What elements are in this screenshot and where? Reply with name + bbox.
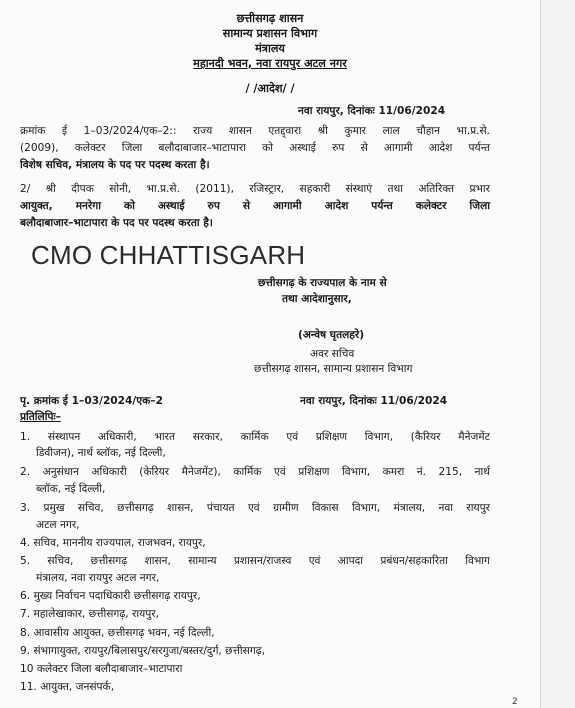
copy-item-4: 4. सचिव, माननीय राज्यपाल, राजभवन, रायपुर,: [20, 537, 206, 549]
header-office: मंत्रालय: [255, 42, 285, 55]
copy-item-8: 8. आवासीय आयुक्त, छत्तीसगढ़ भवन, नई दिल्ली,: [20, 627, 215, 639]
copy-item-1-line1: 1. संस्थापन अधिकारी, भारत सरकार, कार्मिक एवं प्रशिक्षण विभाग, (कैरियर मैनेजमेंट: [20, 431, 490, 443]
header-govt: छत्तीसगढ़ शासन: [236, 12, 304, 25]
order-para2-line1: 2/ श्री दीपक सोनी, भा.प्र.से. (2011), रजिस्ट्रार, सहकारी संस्थाएं तथा अतिरिक्त प्रभार: [20, 183, 490, 195]
copy-item-9: 9. संभागायुक्त, रायपुर/बिलासपुर/सरगुजा/बस्तर/दुर्ग, छत्तीसगढ़,: [20, 645, 266, 657]
order-para2-line2: आयुक्त, मनरेगा को अस्थाई रुप से आगामी आदेश पर्यन्त कलेक्टर जिला: [20, 200, 490, 212]
copy-item-11: 11. आयुक्त, जनसंपर्क,: [20, 681, 115, 693]
order-para2-line3: बलौदाबाजार–भाटापारा के पद पर पदस्थ करता है।: [20, 217, 213, 229]
copy-item-5-line2: मंत्रालय, नवा रायपुर अटल नगर,: [36, 572, 160, 584]
order-para1-line3: विशेष सचिव, मंत्रालय के पद पर पदस्थ करता है।: [20, 159, 210, 171]
page-number: 2: [512, 697, 518, 707]
signature-line2: तथा आदेशानुसार,: [282, 293, 352, 305]
copy-item-10: 10 कलेक्टर जिला बलौदाबाजार–भाटापारा: [20, 663, 183, 675]
order-para1-line2: (2009), कलेक्टर जिला बलौदाबाजार–भाटापारा को अस्थाई रुप से आगामी आदेश पर्यन्त: [20, 142, 490, 154]
header-department: सामान्य प्रशासन विभाग: [222, 27, 318, 40]
copy-item-7: 7. महालेखाकार, छत्तीसगढ़, रायपुर,: [20, 608, 159, 620]
order-date: नवा रायपुर, दिनांकः 11/06/2024: [298, 105, 446, 117]
signatory-department: छत्तीसगढ़ शासन, सामान्य प्रशासन विभाग: [254, 363, 413, 375]
copy-to-label: प्रतिलिपिः–: [20, 411, 61, 423]
viewer-side-panel: [540, 0, 575, 708]
copy-item-1-line2: डिवीजन), नार्थ ब्लॉक, नई दिल्ली,: [36, 447, 166, 459]
signature-line1: छत्तीसगढ़ के राज्यपाल के नाम से: [258, 277, 387, 289]
copy-item-6: 6. मुख्य निर्वाचन पदाधिकारी छत्तीसगढ़ रायपुर,: [20, 590, 201, 602]
copy-item-3-line2: अटल नगर,: [36, 519, 80, 531]
header-address: महानदी भवन, नवा रायपुर अटल नगर: [193, 57, 347, 70]
watermark-text: CMO CHHATTISGARH: [31, 240, 306, 270]
copy-item-2-line1: 2. अनुसंधान अधिकारी (केरियर मैनेजमेंट), कार्मिक एवं प्रशिक्षण विभाग, कमरा नं. 215, नार्थ: [20, 466, 490, 478]
copy-item-5-line1: 5. सचिव, छत्तीसगढ़ शासन, सामान्य प्रशासन/राजस्व एवं आपदा प्रबंधन/सहकारिता विभाग: [20, 555, 490, 567]
order-para1-line1: क्रमांक ई 1–03/2024/एक–2:: राज्य शासन एतद्द्वारा श्री कुमार लाल चौहान भा.प्र.से.: [20, 125, 490, 137]
order-title: / /आदेश/ /: [245, 82, 295, 95]
copy-item-2-line2: ब्लॉक, नई दिल्ली,: [36, 483, 106, 495]
endorsement-date: नवा रायपुर, दिनांकः 11/06/2024: [300, 395, 448, 407]
copy-item-3-line1: 3. प्रमुख सचिव, छत्तीसगढ़ शासन, पंचायत एवं ग्रामीण विकास विभाग, मंत्रालय, नवा रायपुर: [20, 502, 490, 514]
signatory-designation: अवर सचिव: [310, 348, 355, 360]
endorsement-number: पृ. क्रमांक ई 1–03/2024/एक–2: [20, 395, 163, 407]
signatory-name: (अन्वेष घृतलहरे): [298, 329, 365, 341]
